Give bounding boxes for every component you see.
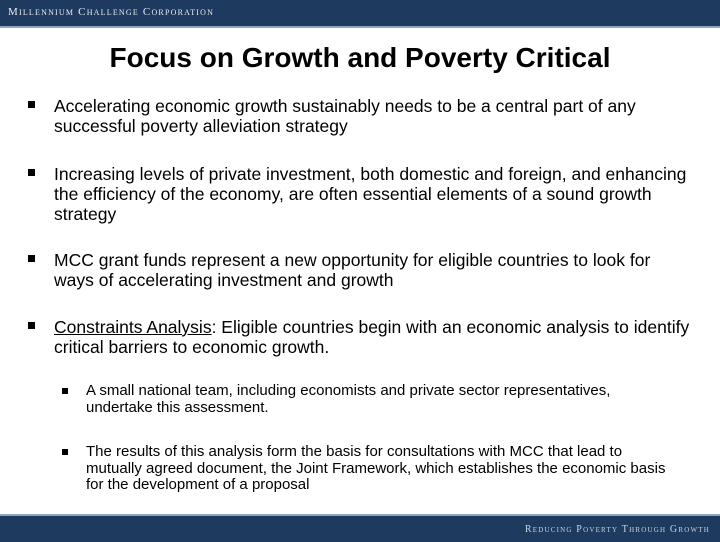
square-bullet-icon	[28, 322, 35, 329]
sub-bullet-text: The results of this analysis form the basis for consultations with MCC that lead to mutually agreed document, the Joint Framework, which establishes the economic basis for the development of a proposal	[86, 443, 666, 493]
bullet-text: MCC grant funds represent a new opportunity for eligible countries to look for ways of accelerating investment and growth	[54, 250, 651, 290]
constraints-analysis-term: Constraints Analysis	[54, 317, 212, 337]
bullet-text	[54, 317, 694, 357]
bullet-text-rest: : Eligible countries begin with an economic analysis to identify critical barriers to economic growth.	[54, 317, 690, 357]
footer-band	[0, 514, 720, 542]
bullet-text: Increasing levels of private investment, both domestic and foreign, and enhancing the efficiency of the economy, are often essential elements of a sound growth strategy	[54, 164, 687, 224]
square-bullet-icon	[28, 255, 35, 262]
square-bullet-icon	[62, 388, 68, 394]
header-band	[0, 0, 720, 28]
organization-name: Millennium Challenge Corporation	[8, 6, 215, 18]
slide-title: Focus on Growth and Poverty Critical	[109, 42, 611, 73]
bullet-text: Accelerating economic growth sustainably needs to be a central part of any successful poverty alleviation strategy	[54, 96, 636, 136]
square-bullet-icon	[62, 449, 68, 455]
footer-tagline: Reducing Poverty Through Growth	[524, 524, 710, 535]
square-bullet-icon	[28, 169, 35, 176]
sub-bullet-text: A small national team, including economists and private sector representatives, undertake this assessment.	[86, 382, 611, 416]
square-bullet-icon	[28, 101, 35, 108]
